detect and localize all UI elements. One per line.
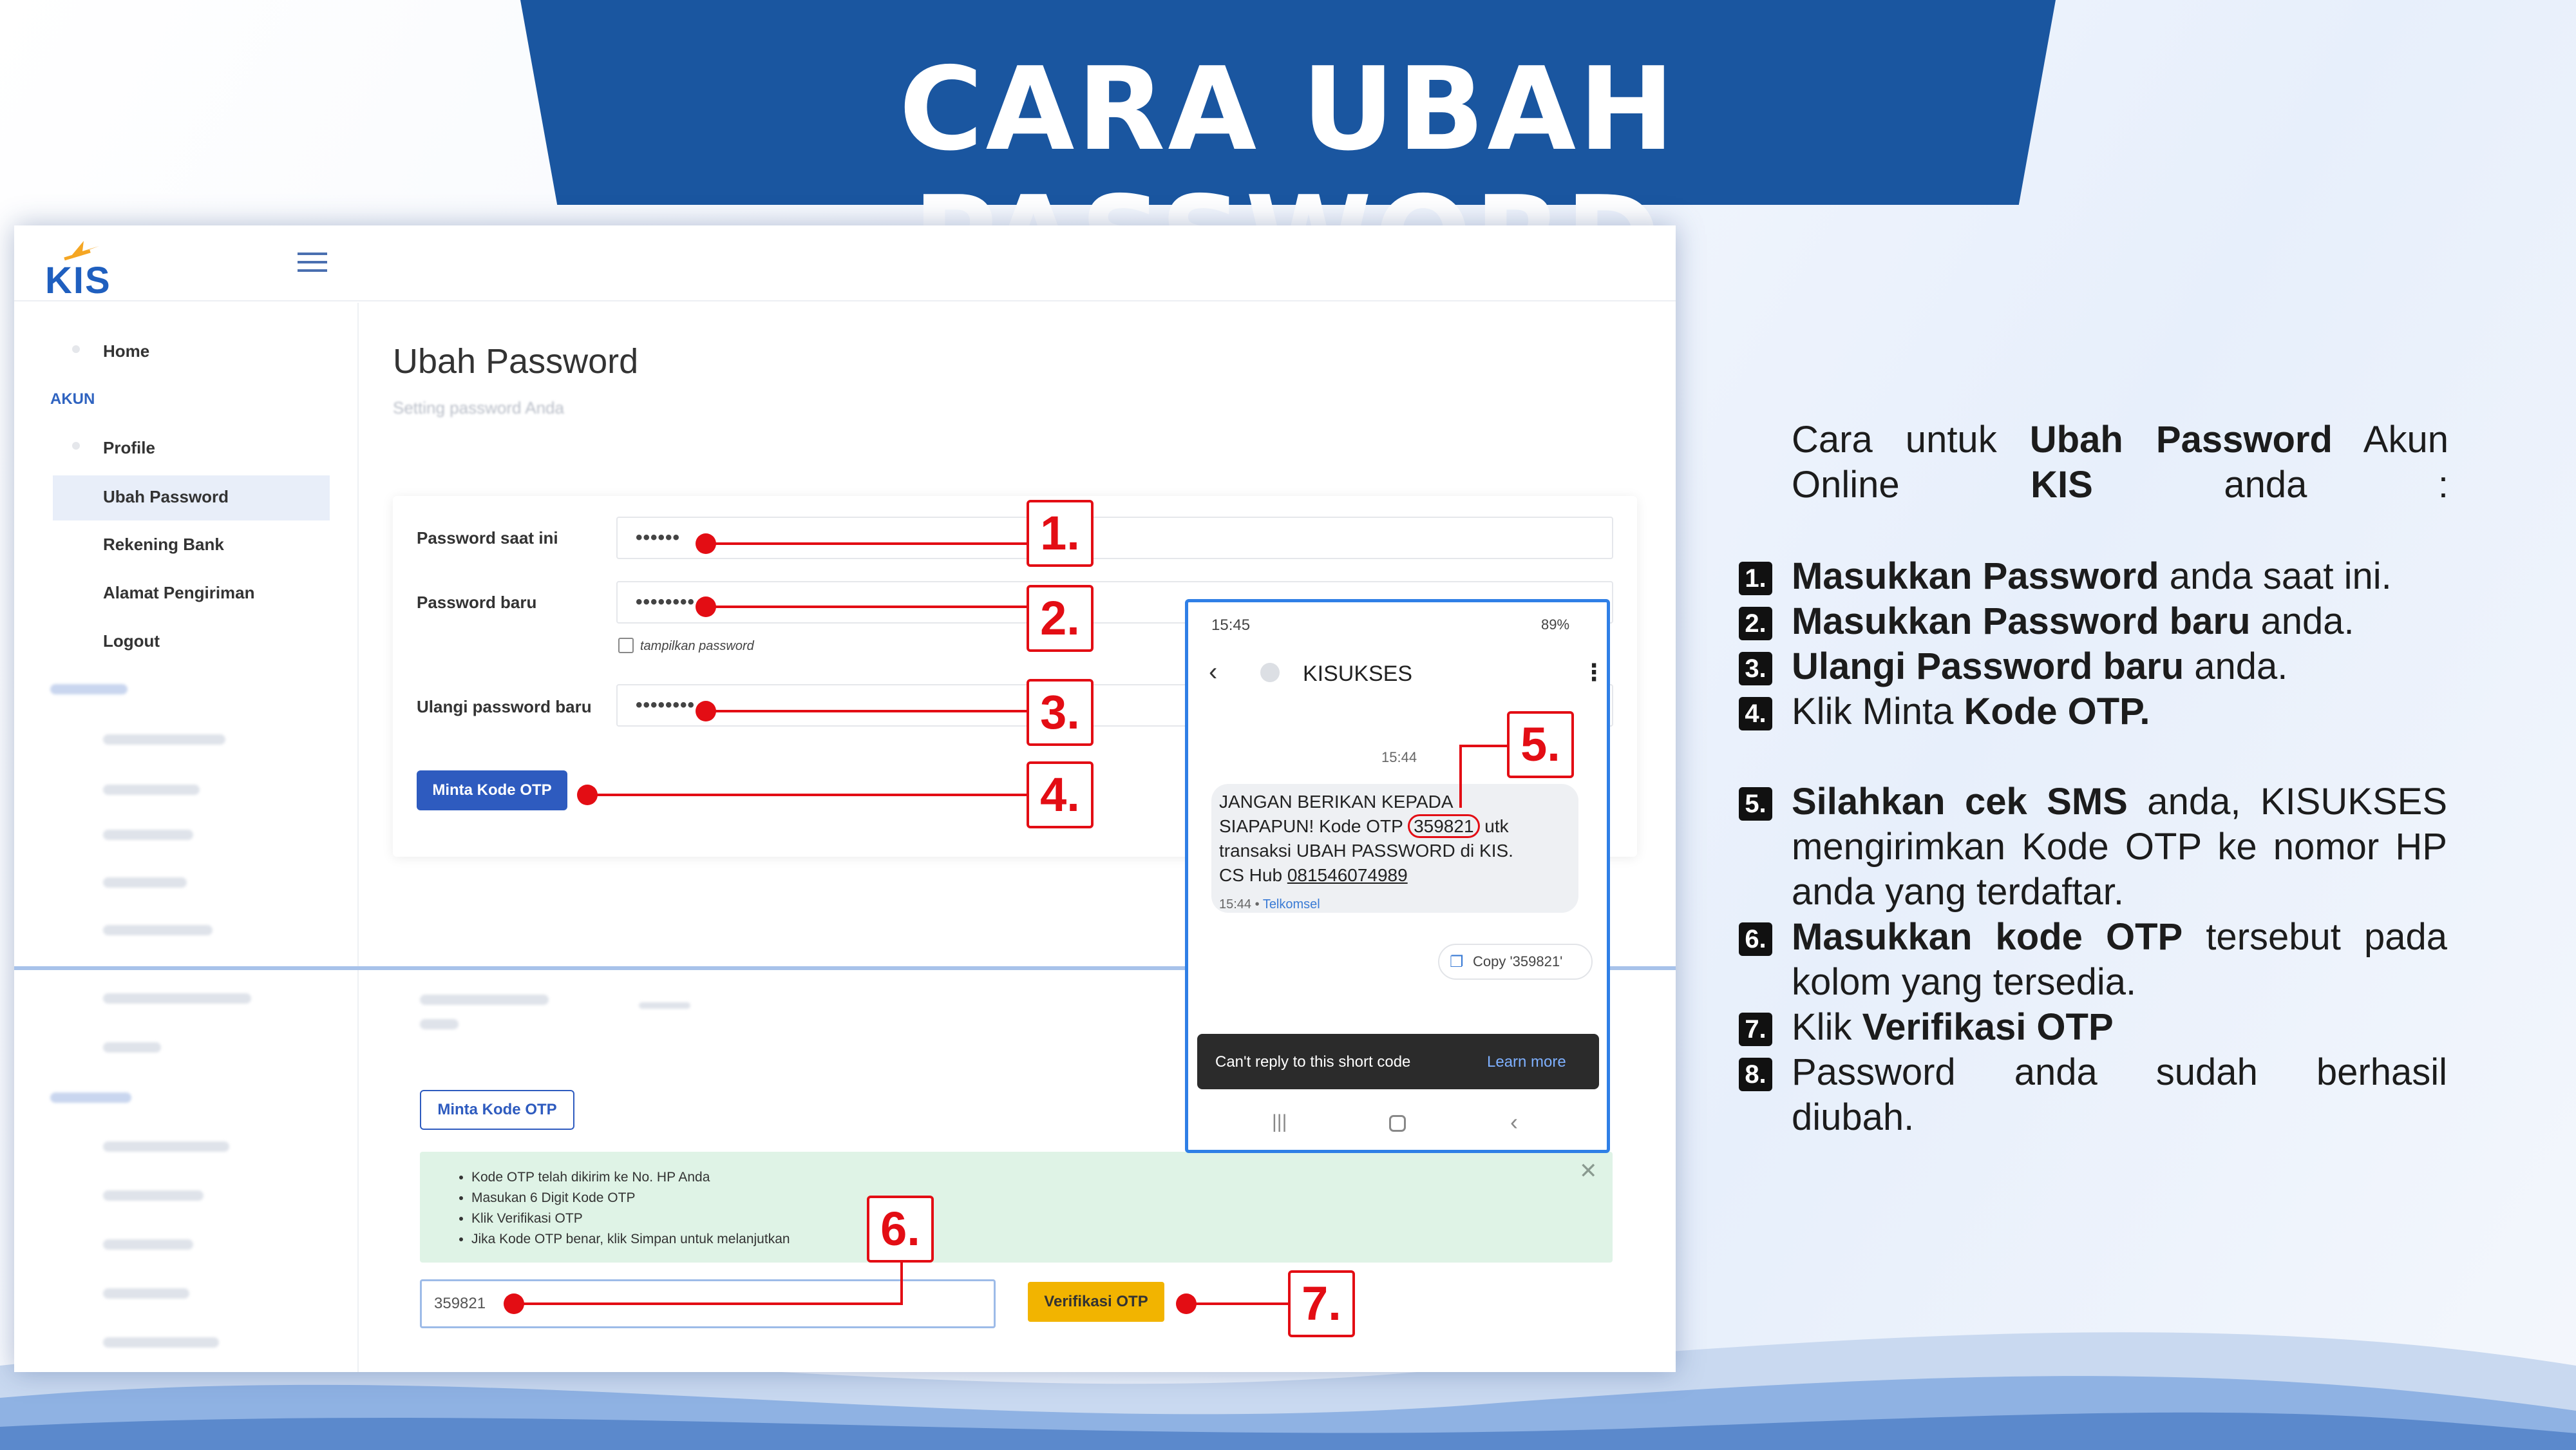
blurred-menu-item — [103, 1141, 229, 1152]
nav-home-icon[interactable] — [1389, 1115, 1406, 1132]
callout-line-3 — [706, 710, 1028, 712]
page-title: Ubah Password — [393, 342, 639, 381]
otp-note: • Jika Kode OTP benar, klik Simpan untuk melanjutkan — [471, 1229, 790, 1250]
sms-line-1: JANGAN BERIKAN KEPADA — [1219, 792, 1454, 812]
callout-line-6-vertical — [900, 1260, 903, 1305]
nav-back-icon[interactable]: ‹ — [1510, 1109, 1518, 1135]
callout-line-5 — [1459, 745, 1508, 747]
sms-sender: KISUKSES — [1303, 662, 1413, 686]
otp-note: • Masukan 6 Digit Kode OTP — [471, 1188, 790, 1208]
blurred-menu-item — [103, 1190, 204, 1201]
sms-meta: 15:44 • Telkomsel — [1219, 897, 1320, 911]
learn-more-link[interactable]: Learn more — [1487, 1053, 1566, 1071]
sidebar-section-akun: AKUN — [50, 390, 95, 408]
request-otp-outline-button[interactable]: Minta Kode OTP — [420, 1090, 574, 1130]
current-password-input[interactable] — [616, 517, 1613, 559]
blurred-field-label — [420, 1019, 459, 1029]
sms-time-header: 15:44 — [1381, 749, 1417, 765]
copy-icon: ❐ — [1450, 953, 1464, 971]
page-subtitle: Setting password Anda — [393, 398, 564, 417]
callout-4: 4. — [1027, 761, 1094, 828]
new-password-value: •••••••• — [636, 591, 696, 613]
sms-line-2: SIAPAPUN! Kode OTP 359821 utk — [1219, 816, 1509, 837]
banner-title: CARA UBAH — [898, 43, 1678, 176]
phone-status-battery: 89% — [1541, 616, 1570, 633]
blurred-section-label — [50, 684, 128, 694]
reply-snackbar: Can't reply to this short code Learn more — [1197, 1034, 1599, 1089]
blurred-menu-item — [103, 877, 187, 888]
blurred-menu-item — [103, 1239, 193, 1250]
current-password-value: •••••• — [636, 527, 681, 548]
sidebar-item-alamat-pengiriman[interactable]: Alamat Pengiriman — [103, 583, 255, 602]
callout-1: 1. — [1027, 500, 1094, 567]
sms-line-3: transaksi UBAH PASSWORD di KIS. — [1219, 841, 1513, 861]
sms-line-4: CS Hub 081546074989 — [1219, 865, 1408, 885]
sidebar-item-profile[interactable]: Profile — [103, 438, 155, 457]
callout-line-5-vertical — [1459, 745, 1462, 808]
new-password-label: Password baru — [417, 593, 537, 612]
nav-recents-icon[interactable]: ||| — [1272, 1111, 1287, 1132]
instructions-intro: Cara untuk Ubah Password Akun Online KIS anda : — [1792, 419, 2448, 506]
callout-line-2 — [706, 606, 1028, 608]
callout-5: 5. — [1507, 711, 1574, 778]
blurred-menu-item — [103, 785, 200, 795]
callout-line-1 — [706, 542, 1028, 545]
sidebar-item-home[interactable]: Home — [103, 341, 150, 361]
sidebar-item-logout[interactable]: Logout — [103, 631, 160, 651]
callout-line-7 — [1186, 1302, 1291, 1305]
app-header — [14, 225, 1676, 301]
show-password-label: tampilkan password — [640, 639, 754, 653]
otp-note: • Klik Verifikasi OTP — [471, 1208, 790, 1229]
callout-line-6 — [514, 1302, 903, 1305]
callout-6: 6. — [867, 1196, 934, 1263]
show-password-checkbox[interactable] — [618, 638, 634, 653]
contact-avatar-icon — [1260, 663, 1280, 682]
blurred-menu-item — [103, 734, 225, 745]
blurred-menu-item — [103, 1042, 161, 1053]
hamburger-menu-icon[interactable] — [298, 253, 327, 274]
sms-phone-screenshot — [1185, 599, 1610, 1153]
otp-note: • Kode OTP telah dikirim ke No. HP Anda — [471, 1167, 790, 1188]
phone-status-time: 15:45 — [1211, 616, 1251, 634]
sidebar-item-ubah-password[interactable]: Ubah Password — [103, 487, 229, 506]
blurred-menu-item — [103, 1288, 189, 1299]
more-options-icon[interactable]: ⋮ — [1582, 659, 1605, 685]
close-alert-icon[interactable]: ✕ — [1579, 1159, 1598, 1183]
callout-7: 7. — [1288, 1270, 1355, 1337]
blurred-menu-item — [103, 1337, 219, 1348]
repeat-password-value: •••••••• — [636, 694, 696, 716]
blurred-menu-item — [103, 993, 251, 1004]
verify-otp-button[interactable]: Verifikasi OTP — [1028, 1282, 1164, 1322]
otp-info-alert — [420, 1152, 1613, 1263]
callout-2: 2. — [1027, 585, 1094, 652]
blurred-menu-item — [103, 925, 213, 935]
repeat-password-label: Ulangi password baru — [417, 697, 592, 716]
blurred-field-label — [420, 995, 549, 1005]
otp-input-value: 359821 — [434, 1295, 486, 1312]
blurred-section-label — [50, 1092, 131, 1103]
cs-phone-link[interactable]: 081546074989 — [1287, 865, 1408, 885]
kis-logo: KIS — [45, 237, 116, 295]
sms-otp-code: 359821 — [1408, 814, 1479, 838]
callout-3: 3. — [1027, 679, 1094, 746]
back-arrow-icon[interactable]: ‹ — [1209, 658, 1218, 686]
request-otp-button[interactable]: Minta Kode OTP — [417, 770, 567, 810]
blurred-menu-item — [103, 830, 193, 840]
callout-line-4 — [587, 794, 1028, 796]
copy-otp-chip[interactable]: ❐ Copy '359821' — [1438, 944, 1593, 980]
blurred-field-value — [639, 1002, 690, 1009]
current-password-label: Password saat ini — [417, 528, 558, 548]
sidebar-item-rekening-bank[interactable]: Rekening Bank — [103, 535, 224, 554]
